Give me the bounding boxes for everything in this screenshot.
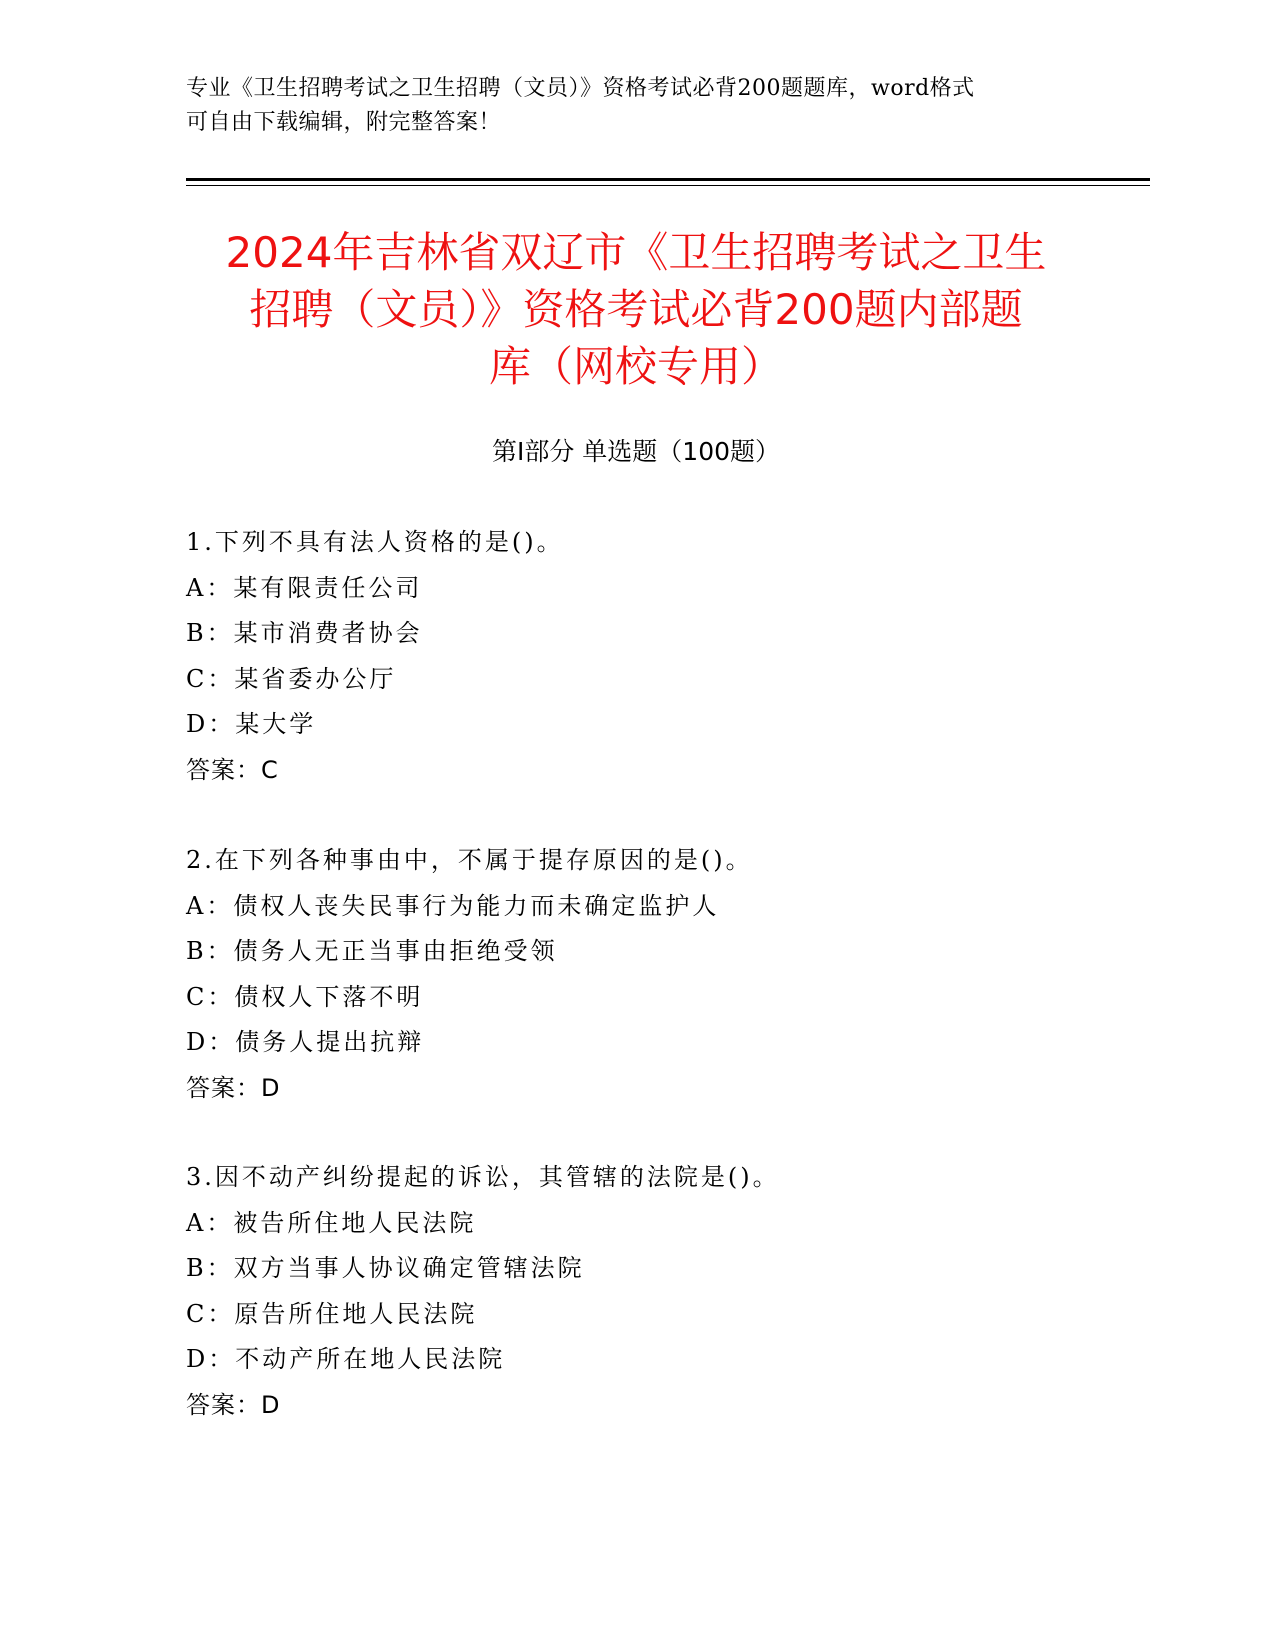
option-a: A：债权人丧失民事行为能力而未确定监护人 [186, 891, 720, 920]
option-d: D：债务人提出抗辩 [186, 1028, 425, 1056]
option-c: C：某省委办公厅 [186, 664, 397, 693]
option-d: D：某大学 [186, 710, 317, 738]
question-stem: 2.在下列各种事由中，不属于提存原因的是()。 [186, 846, 753, 874]
document-title-line-3: 库（网校专用） [488, 342, 783, 391]
question-1 [186, 520, 1086, 793]
option-b: B：某市消费者协会 [186, 619, 423, 647]
header-rule-thin [186, 185, 1150, 186]
answer: 答案：C [186, 755, 279, 784]
header-note-line-1: 专业《卫生招聘考试之卫生招聘（文员）》资格考试必背200题题库，word格式 [186, 76, 975, 101]
question-2 [186, 838, 1086, 1111]
header-rule-thick [186, 178, 1150, 181]
document-title-line-1: 2024年吉林省双辽市《卫生招聘考试之卫生 [225, 228, 1047, 277]
option-c: C：债权人下落不明 [186, 982, 424, 1011]
option-c: C：原告所住地人民法院 [186, 1299, 478, 1328]
option-b: B：双方当事人协议确定管辖法院 [186, 1254, 585, 1282]
answer: 答案：D [186, 1073, 281, 1102]
option-d: D：不动产所在地人民法院 [186, 1345, 506, 1373]
option-a: A：某有限责任公司 [186, 573, 423, 602]
header-note [186, 72, 1086, 140]
question-3 [186, 1155, 1086, 1428]
header-note-line-2: 可自由下载编辑，附完整答案！ [186, 110, 502, 135]
answer: 答案：D [186, 1390, 281, 1419]
option-a: A：被告所住地人民法院 [186, 1208, 477, 1237]
question-stem: 1.下列不具有法人资格的是()。 [186, 528, 564, 556]
section-title: 第Ⅰ部分 单选题（100题） [491, 437, 781, 466]
question-stem: 3.因不动产纠纷提起的诉讼，其管辖的法院是()。 [186, 1163, 780, 1191]
document-title [186, 224, 1086, 395]
option-b: B：债务人无正当事由拒绝受领 [186, 937, 558, 965]
document-title-line-2: 招聘（文员）》资格考试必背200题内部题 [249, 285, 1023, 334]
